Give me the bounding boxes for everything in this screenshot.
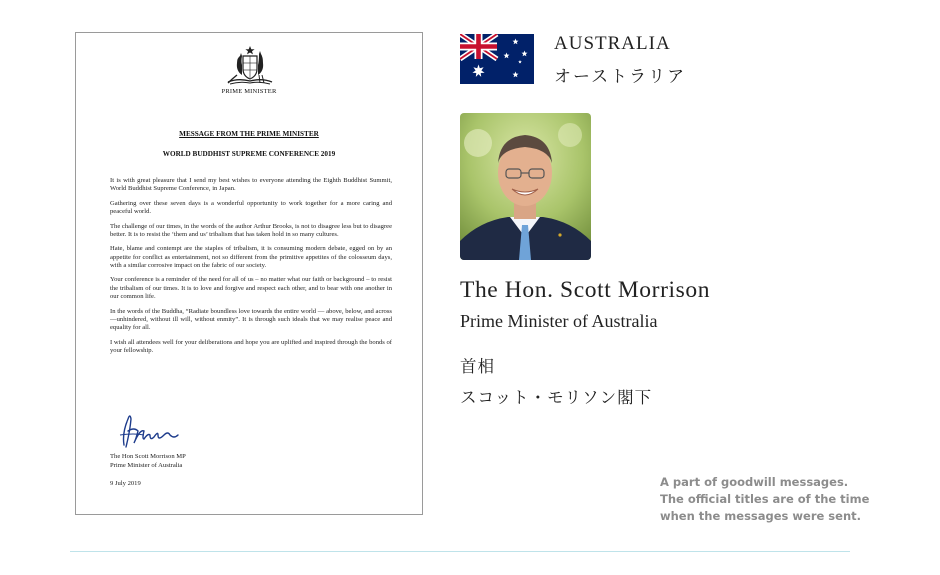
letterhead-title: PRIME MINISTER [221, 88, 277, 95]
person-title-en: Prime Minister of Australia [460, 311, 658, 331]
signer-name: The Hon Scott Morrison MP [110, 453, 186, 460]
note-line: The official titles are of the time [660, 492, 870, 506]
letter-title: MESSAGE FROM THE PRIME MINISTER [179, 130, 319, 138]
letter-paragraph: Your conference is a reminder of the need for all of us – no matter what our faith or background – to resist the tribalism of our times. It is to love and forgive and respect each other, and to bear with one another in our common life. [110, 276, 392, 301]
signer-title: Prime Minister of Australia [110, 462, 183, 469]
letter-paragraph: It is with great pleasure that I send my best wishes to everyone attending the Eighth Buddhist Summit, World Buddhist Supreme Conference, in Japan. [110, 177, 392, 193]
letter-date: 9 July 2019 [110, 480, 141, 487]
country-name-en: AUSTRALIA [554, 33, 671, 54]
letter-paragraph: Gathering over these seven days is a wonderful opportunity to work together for a more caring and peaceful world. [110, 199, 392, 216]
portrait-photo [460, 113, 591, 260]
disclaimer-note [660, 474, 900, 525]
signature-icon [114, 405, 186, 453]
country-name-ja: オーストラリア [554, 67, 687, 87]
letter-body [110, 177, 392, 361]
letter-paragraph: Hate, blame and contempt are the staples of tribalism, it is consuming modern debate, egged on by an appetite for conflict as entertainment, not so different from the primitive appetites of the colosseum days, with a similar corrosive impact on the fabric of our society. [110, 245, 392, 269]
australia-flag-icon [460, 34, 534, 84]
person-title-ja: 首相 [460, 357, 495, 376]
bottom-divider [70, 551, 850, 552]
letter-paragraph: I wish all attendees well for your deliberations and hope you are uplifted and inspired through the bonds of your fellowship. [110, 338, 392, 354]
note-line: when the messages were sent. [660, 509, 861, 523]
person-name-en: The Hon. Scott Morrison [460, 277, 711, 303]
letter-paragraph: In the words of the Buddha, “Radiate boundless love towards the entire world — above, below, and across—unhindered, without ill will, without enmity”. It is through such ideals that we may realise peace and equality for all. [110, 307, 392, 332]
letter-document [75, 32, 423, 515]
letter-paragraph: The challenge of our times, in the words of the author Arthur Brooks, is not to disagree less but to disagree better. It is to resist the ‘them and us’ tribalism that has taken hold in so many cultures. [110, 222, 392, 238]
letter-subtitle: WORLD BUDDHIST SUPREME CONFERENCE 2019 [162, 150, 336, 158]
note-line: A part of goodwill messages. [660, 475, 849, 489]
person-name-ja: スコット・モリソン閣下 [460, 388, 653, 407]
coat-of-arms-icon [224, 45, 276, 87]
